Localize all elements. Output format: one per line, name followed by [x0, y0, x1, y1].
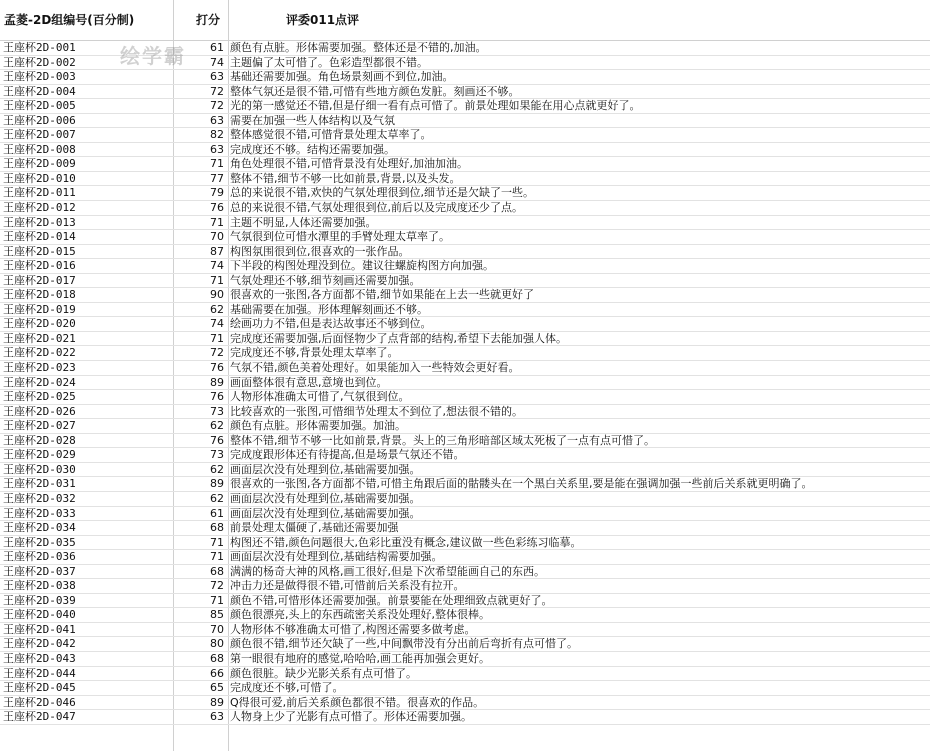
comment-cell[interactable]: 画面整体很有意思,意境也到位。 — [230, 375, 388, 389]
comment-cell[interactable]: 完成度还不够,可惜了。 — [230, 681, 344, 695]
comment-cell[interactable]: 比较喜欢的一张图,可惜细节处理太不到位了,想法很不错的。 — [230, 404, 523, 418]
table-row[interactable] — [0, 361, 930, 376]
table-row[interactable] — [0, 376, 930, 391]
score-cell[interactable]: 70 — [210, 230, 224, 244]
id-cell[interactable]: 王座杯2D-045 — [3, 681, 76, 695]
score-cell[interactable]: 74 — [210, 317, 224, 331]
score-cell[interactable]: 89 — [210, 375, 224, 389]
score-cell[interactable]: 89 — [210, 477, 224, 491]
table-row[interactable] — [0, 696, 930, 711]
score-cell[interactable]: 71 — [210, 273, 224, 287]
score-cell[interactable]: 76 — [210, 201, 224, 215]
id-cell[interactable]: 王座杯2D-032 — [3, 491, 76, 505]
score-cell[interactable]: 61 — [210, 506, 224, 520]
table-row[interactable] — [0, 507, 930, 522]
id-cell[interactable]: 王座杯2D-015 — [3, 244, 76, 258]
id-cell[interactable]: 王座杯2D-010 — [3, 171, 76, 185]
score-cell[interactable]: 63 — [210, 710, 224, 724]
id-cell[interactable]: 王座杯2D-003 — [3, 70, 76, 84]
id-cell[interactable]: 王座杯2D-006 — [3, 113, 76, 127]
id-cell[interactable]: 王座杯2D-028 — [3, 433, 76, 447]
id-cell[interactable]: 王座杯2D-033 — [3, 506, 76, 520]
score-cell[interactable]: 63 — [210, 142, 224, 156]
comment-cell[interactable]: 主题不明显,人体还需要加强。 — [230, 215, 377, 229]
comment-cell[interactable]: 基础还需要加强。角色场景刻画不到位,加油。 — [230, 70, 454, 84]
comment-cell[interactable]: 构图氛围很到位,很喜欢的一张作品。 — [230, 244, 410, 258]
id-cell[interactable]: 王座杯2D-035 — [3, 535, 76, 549]
id-cell[interactable]: 王座杯2D-022 — [3, 346, 76, 360]
table-row[interactable] — [0, 637, 930, 652]
comment-cell[interactable]: 第一眼很有地府的感觉,哈哈哈,画工能再加强会更好。 — [230, 651, 490, 665]
score-cell[interactable]: 72 — [210, 346, 224, 360]
score-cell[interactable]: 62 — [210, 419, 224, 433]
score-cell[interactable]: 62 — [210, 302, 224, 316]
table-row[interactable] — [0, 230, 930, 245]
comment-cell[interactable]: 颜色有点脏。形体需要加强。加油。 — [230, 419, 406, 433]
table-row[interactable] — [0, 419, 930, 434]
score-cell[interactable]: 68 — [210, 651, 224, 665]
comment-cell[interactable]: 气氛处理还不够,细节刻画还需要加强。 — [230, 273, 421, 287]
table-row[interactable] — [0, 434, 930, 449]
comment-cell[interactable]: 完成度还不够,背景处理太草率了。 — [230, 346, 399, 360]
comment-cell[interactable]: 颜色有点脏。形体需要加强。整体还是不错的,加油。 — [230, 41, 487, 54]
table-row[interactable] — [0, 303, 930, 318]
table-row[interactable] — [0, 157, 930, 172]
comment-cell[interactable]: 人物形体不够准确太可惜了,构图还需要多做考虑。 — [230, 622, 476, 636]
id-cell[interactable]: 王座杯2D-007 — [3, 128, 76, 142]
table-row[interactable] — [0, 492, 930, 507]
comment-cell[interactable]: 画面层次没有处理到位,基础结构需要加强。 — [230, 550, 443, 564]
table-row[interactable] — [0, 477, 930, 492]
score-cell[interactable]: 71 — [210, 331, 224, 345]
table-row[interactable] — [0, 623, 930, 638]
header-id[interactable]: 孟菱-2D组编号(百分制) — [4, 13, 135, 27]
comment-cell[interactable]: 人物身上少了光影有点可惜了。形体还需要加强。 — [230, 710, 472, 724]
table-row[interactable] — [0, 594, 930, 609]
score-cell[interactable]: 71 — [210, 215, 224, 229]
score-cell[interactable]: 70 — [210, 622, 224, 636]
comment-cell[interactable]: 很喜欢的一张图,各方面都不错,细节如果能在上去一些就更好了 — [230, 288, 534, 302]
score-cell[interactable]: 74 — [210, 259, 224, 273]
id-cell[interactable]: 王座杯2D-023 — [3, 361, 76, 375]
comment-cell[interactable]: 整体气氛还是很不错,可惜有些地方颜色发脏。刻画还不够。 — [230, 84, 520, 98]
table-row[interactable] — [0, 550, 930, 565]
score-cell[interactable]: 72 — [210, 84, 224, 98]
id-cell[interactable]: 王座杯2D-005 — [3, 99, 76, 113]
score-cell[interactable]: 73 — [210, 404, 224, 418]
table-row[interactable] — [0, 41, 930, 56]
comment-cell[interactable]: 很喜欢的一张图,各方面都不错,可惜主角跟后面的骷髅头在一个黑白关系里,要是能在强调加强一些前后关系就更明确了。 — [230, 477, 813, 491]
comment-cell[interactable]: 完成度还需要加强,后面怪物少了点背部的结构,希望下去能加强人体。 — [230, 331, 567, 345]
score-cell[interactable]: 76 — [210, 361, 224, 375]
id-cell[interactable]: 王座杯2D-020 — [3, 317, 76, 331]
table-row[interactable] — [0, 710, 930, 725]
comment-cell[interactable]: 构图还不错,颜色问题很大,色彩比重没有概念,建议做一些色彩练习临摹。 — [230, 535, 582, 549]
score-cell[interactable]: 66 — [210, 666, 224, 680]
comment-cell[interactable]: Q得很可爱,前后关系颜色都很不错。很喜欢的作品。 — [230, 695, 485, 709]
table-row[interactable] — [0, 463, 930, 478]
table-row[interactable] — [0, 216, 930, 231]
id-cell[interactable]: 王座杯2D-042 — [3, 637, 76, 651]
table-row[interactable] — [0, 70, 930, 85]
score-cell[interactable]: 71 — [210, 593, 224, 607]
table-row[interactable] — [0, 579, 930, 594]
table-row[interactable] — [0, 259, 930, 274]
score-cell[interactable]: 85 — [210, 608, 224, 622]
id-cell[interactable]: 王座杯2D-004 — [3, 84, 76, 98]
table-row[interactable] — [0, 390, 930, 405]
id-cell[interactable]: 王座杯2D-029 — [3, 448, 76, 462]
id-cell[interactable]: 王座杯2D-009 — [3, 157, 76, 171]
id-cell[interactable]: 王座杯2D-012 — [3, 201, 76, 215]
comment-cell[interactable]: 整体不错,细节不够一比如前景,背景。头上的三角形暗部区域太死板了一点有点可惜了。 — [230, 433, 655, 447]
score-cell[interactable]: 71 — [210, 550, 224, 564]
table-row[interactable] — [0, 652, 930, 667]
comment-cell[interactable]: 总的来说很不错,气氛处理很到位,前后以及完成度还少了点。 — [230, 201, 523, 215]
table-row[interactable] — [0, 245, 930, 260]
table-row[interactable] — [0, 186, 930, 201]
table-row[interactable] — [0, 274, 930, 289]
id-cell[interactable]: 王座杯2D-025 — [3, 390, 76, 404]
table-row[interactable] — [0, 128, 930, 143]
comment-cell[interactable]: 完成度跟形体还有待提高,但是场景气氛还不错。 — [230, 448, 465, 462]
id-cell[interactable]: 王座杯2D-046 — [3, 695, 76, 709]
table-row[interactable] — [0, 317, 930, 332]
table-row[interactable] — [0, 521, 930, 536]
score-cell[interactable]: 77 — [210, 171, 224, 185]
id-cell[interactable]: 王座杯2D-016 — [3, 259, 76, 273]
id-cell[interactable]: 王座杯2D-034 — [3, 521, 76, 535]
comment-cell[interactable]: 人物形体准确太可惜了,气氛很到位。 — [230, 390, 410, 404]
table-row[interactable] — [0, 85, 930, 100]
comment-cell[interactable]: 主题偏了太可惜了。色彩造型都很不错。 — [230, 55, 428, 69]
id-cell[interactable]: 王座杯2D-041 — [3, 622, 76, 636]
id-cell[interactable]: 王座杯2D-014 — [3, 230, 76, 244]
comment-cell[interactable]: 绘画功力不错,但是表达故事还不够到位。 — [230, 317, 432, 331]
id-cell[interactable]: 王座杯2D-037 — [3, 564, 76, 578]
table-row[interactable] — [0, 56, 930, 71]
table-row[interactable] — [0, 608, 930, 623]
score-cell[interactable]: 80 — [210, 637, 224, 651]
comment-cell[interactable]: 下半段的构图处理没到位。建议往螺旋构图方向加强。 — [230, 259, 494, 273]
score-cell[interactable]: 82 — [210, 128, 224, 142]
score-cell[interactable]: 76 — [210, 390, 224, 404]
id-cell[interactable]: 王座杯2D-039 — [3, 593, 76, 607]
id-cell[interactable]: 王座杯2D-038 — [3, 579, 76, 593]
score-cell[interactable]: 73 — [210, 448, 224, 462]
score-cell[interactable]: 68 — [210, 521, 224, 535]
id-cell[interactable]: 王座杯2D-024 — [3, 375, 76, 389]
score-cell[interactable]: 65 — [210, 681, 224, 695]
watermark-logo: 绘学霸 — [120, 44, 186, 68]
score-cell[interactable]: 89 — [210, 695, 224, 709]
id-cell[interactable]: 王座杯2D-011 — [3, 186, 76, 200]
comment-cell[interactable]: 光的第一感觉还不错,但是仔细一看有点可惜了。前景处理如果能在用心点就更好了。 — [230, 99, 641, 113]
score-cell[interactable]: 71 — [210, 157, 224, 171]
score-cell[interactable]: 74 — [210, 55, 224, 69]
table-row[interactable] — [0, 332, 930, 347]
id-cell[interactable]: 王座杯2D-001 — [3, 41, 76, 54]
score-cell[interactable]: 71 — [210, 535, 224, 549]
comment-cell[interactable]: 整体不错,细节不够一比如前景,背景,以及头发。 — [230, 171, 461, 185]
id-cell[interactable]: 王座杯2D-018 — [3, 288, 76, 302]
table-row[interactable] — [0, 172, 930, 187]
comment-cell[interactable]: 基础需要在加强。形体理解刻画还不够。 — [230, 302, 428, 316]
comment-cell[interactable]: 完成度还不够。结构还需要加强。 — [230, 142, 395, 156]
table-row[interactable] — [0, 201, 930, 216]
id-cell[interactable]: 王座杯2D-017 — [3, 273, 76, 287]
score-cell[interactable]: 72 — [210, 579, 224, 593]
score-cell[interactable]: 63 — [210, 70, 224, 84]
comment-cell[interactable]: 满满的杨奇大神的风格,画工很好,但是下次希望能画自己的东西。 — [230, 564, 545, 578]
comment-cell[interactable]: 颜色不错,可惜形体还需要加强。前景要能在处理细致点就更好了。 — [230, 593, 553, 607]
table-row[interactable] — [0, 448, 930, 463]
comment-cell[interactable]: 前景处理太僵硬了,基础还需要加强 — [230, 521, 399, 535]
comment-cell[interactable]: 角色处理很不错,可惜背景没有处理好,加油加油。 — [230, 157, 468, 171]
table-row[interactable] — [0, 143, 930, 158]
id-cell[interactable]: 王座杯2D-013 — [3, 215, 76, 229]
comment-cell[interactable]: 画面层次没有处理到位,基础需要加强。 — [230, 506, 421, 520]
id-cell[interactable]: 王座杯2D-002 — [3, 55, 76, 69]
comment-cell[interactable]: 颜色很漂亮,头上的东西疏密关系没处理好,整体很棒。 — [230, 608, 490, 622]
id-cell[interactable]: 王座杯2D-031 — [3, 477, 76, 491]
score-cell[interactable]: 79 — [210, 186, 224, 200]
table-row[interactable] — [0, 681, 930, 696]
header-row — [0, 0, 930, 41]
score-cell[interactable]: 63 — [210, 113, 224, 127]
table-row[interactable] — [0, 288, 930, 303]
id-cell[interactable]: 王座杯2D-036 — [3, 550, 76, 564]
comment-cell[interactable]: 整体感觉很不错,可惜背景处理太草率了。 — [230, 128, 432, 142]
table-row[interactable] — [0, 565, 930, 580]
score-cell[interactable]: 90 — [210, 288, 224, 302]
id-cell[interactable]: 王座杯2D-021 — [3, 331, 76, 345]
id-cell[interactable]: 王座杯2D-026 — [3, 404, 76, 418]
id-cell[interactable]: 王座杯2D-008 — [3, 142, 76, 156]
score-cell[interactable]: 87 — [210, 244, 224, 258]
comment-cell[interactable]: 需要在加强一些人体结构以及气氛 — [230, 113, 395, 127]
id-cell[interactable]: 王座杯2D-040 — [3, 608, 76, 622]
comment-cell[interactable]: 冲击力还是做得很不错,可惜前后关系没有拉开。 — [230, 579, 465, 593]
table-row[interactable] — [0, 405, 930, 420]
table-row[interactable] — [0, 667, 930, 682]
score-cell[interactable]: 61 — [210, 41, 224, 54]
header-score[interactable]: 打分 — [196, 13, 221, 27]
id-cell[interactable]: 王座杯2D-044 — [3, 666, 76, 680]
score-cell[interactable]: 62 — [210, 462, 224, 476]
comment-cell[interactable]: 气氛很到位可惜水潭里的手臂处理太草率了。 — [230, 230, 450, 244]
score-cell[interactable]: 72 — [210, 99, 224, 113]
id-cell[interactable]: 王座杯2D-030 — [3, 462, 76, 476]
id-cell[interactable]: 王座杯2D-047 — [3, 710, 76, 724]
comment-cell[interactable]: 颜色很脏。缺少光影关系有点可惜了。 — [230, 666, 417, 680]
table-row[interactable] — [0, 99, 930, 114]
table-row[interactable] — [0, 536, 930, 551]
comment-cell[interactable]: 气氛不错,颜色美着处理好。如果能加入一些特效会更好看。 — [230, 361, 520, 375]
id-cell[interactable]: 王座杯2D-027 — [3, 419, 76, 433]
header-comment[interactable]: 评委011点评 — [286, 13, 360, 27]
score-cell[interactable]: 76 — [210, 433, 224, 447]
comment-cell[interactable]: 画面层次没有处理到位,基础需要加强。 — [230, 462, 421, 476]
score-cell[interactable]: 68 — [210, 564, 224, 578]
table-row[interactable] — [0, 114, 930, 129]
comment-cell[interactable]: 总的来说很不错,欢快的气氛处理很到位,细节还是欠缺了一些。 — [230, 186, 534, 200]
id-cell[interactable]: 王座杯2D-019 — [3, 302, 76, 316]
comment-cell[interactable]: 画面层次没有处理到位,基础需要加强。 — [230, 491, 421, 505]
table-row[interactable] — [0, 346, 930, 361]
table-body — [0, 41, 930, 725]
id-cell[interactable]: 王座杯2D-043 — [3, 651, 76, 665]
score-cell[interactable]: 62 — [210, 491, 224, 505]
comment-cell[interactable]: 颜色很不错,细节还欠缺了一些,中间飘带没有分出前后弯折有点可惜了。 — [230, 637, 578, 651]
